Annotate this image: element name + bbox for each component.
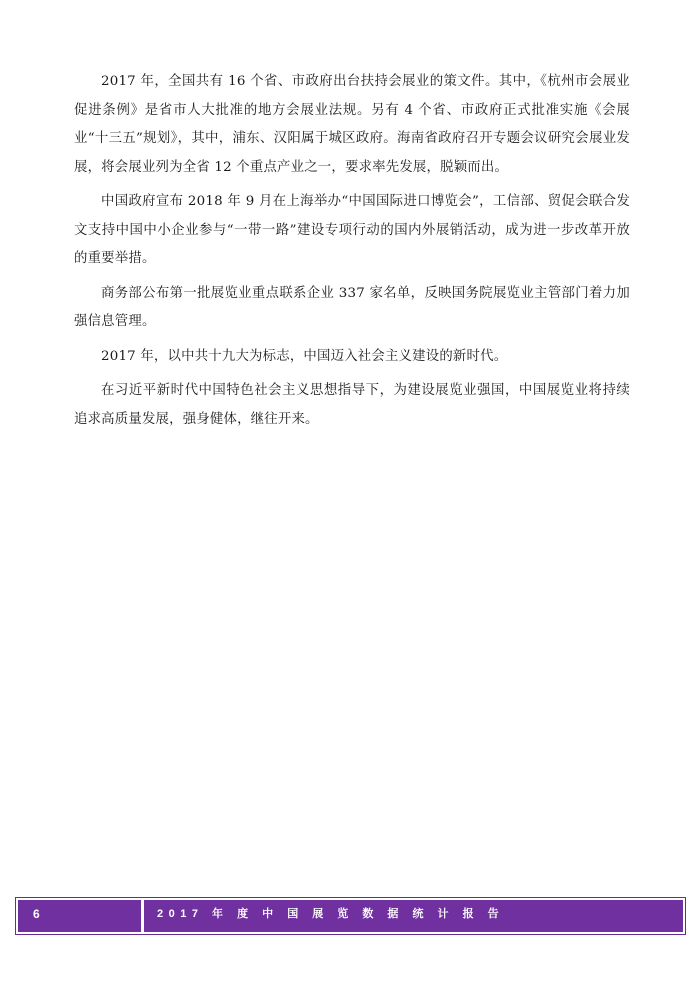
paragraph-high-quality-development: 在习近平新时代中国特色社会主义思想指导下，为建设展览业强国，中国展览业将持续追求高质量发展，强身健体，继往开来。	[74, 383, 630, 427]
paragraph-policy-documents: 2017 年，全国共有 16 个省、市政府出台扶持会展业的策文件。其中，《杭州市会展业促进条例》是省市人大批准的地方会展业法规。另有 4 个省、市政府正式批准实施《会展业“十三五”规划》，其中，浦东、汉阳属于城区政府。海南省政府召开专题会议研究会展业发展，将会展业列为全省 12 个重点产业之一，要求率先发展，脱颖而出。	[74, 74, 630, 175]
report-title: 2017 年 度 中 国 展 览 数 据 统 计 报 告	[144, 900, 683, 932]
page-number: 6	[18, 900, 141, 932]
paragraph-new-era: 2017 年，以中共十九大为标志，中国迈入社会主义建设的新时代。	[101, 348, 508, 364]
document-body	[74, 68, 630, 440]
page-footer	[15, 897, 686, 935]
footer-bar	[18, 900, 683, 932]
paragraph-key-enterprises: 商务部公布第一批展览业重点联系企业 337 家名单，反映国务院展览业主管部门着力加强信息管理。	[74, 285, 630, 329]
paragraph-import-expo: 中国政府宣布 2018 年 9 月在上海举办“中国国际进口博览会”，工信部、贸促会联合发文支持中国中小企业参与“一带一路”建设专项行动的国内外展销活动，成为进一步改革开放的重要举措。	[74, 194, 630, 266]
